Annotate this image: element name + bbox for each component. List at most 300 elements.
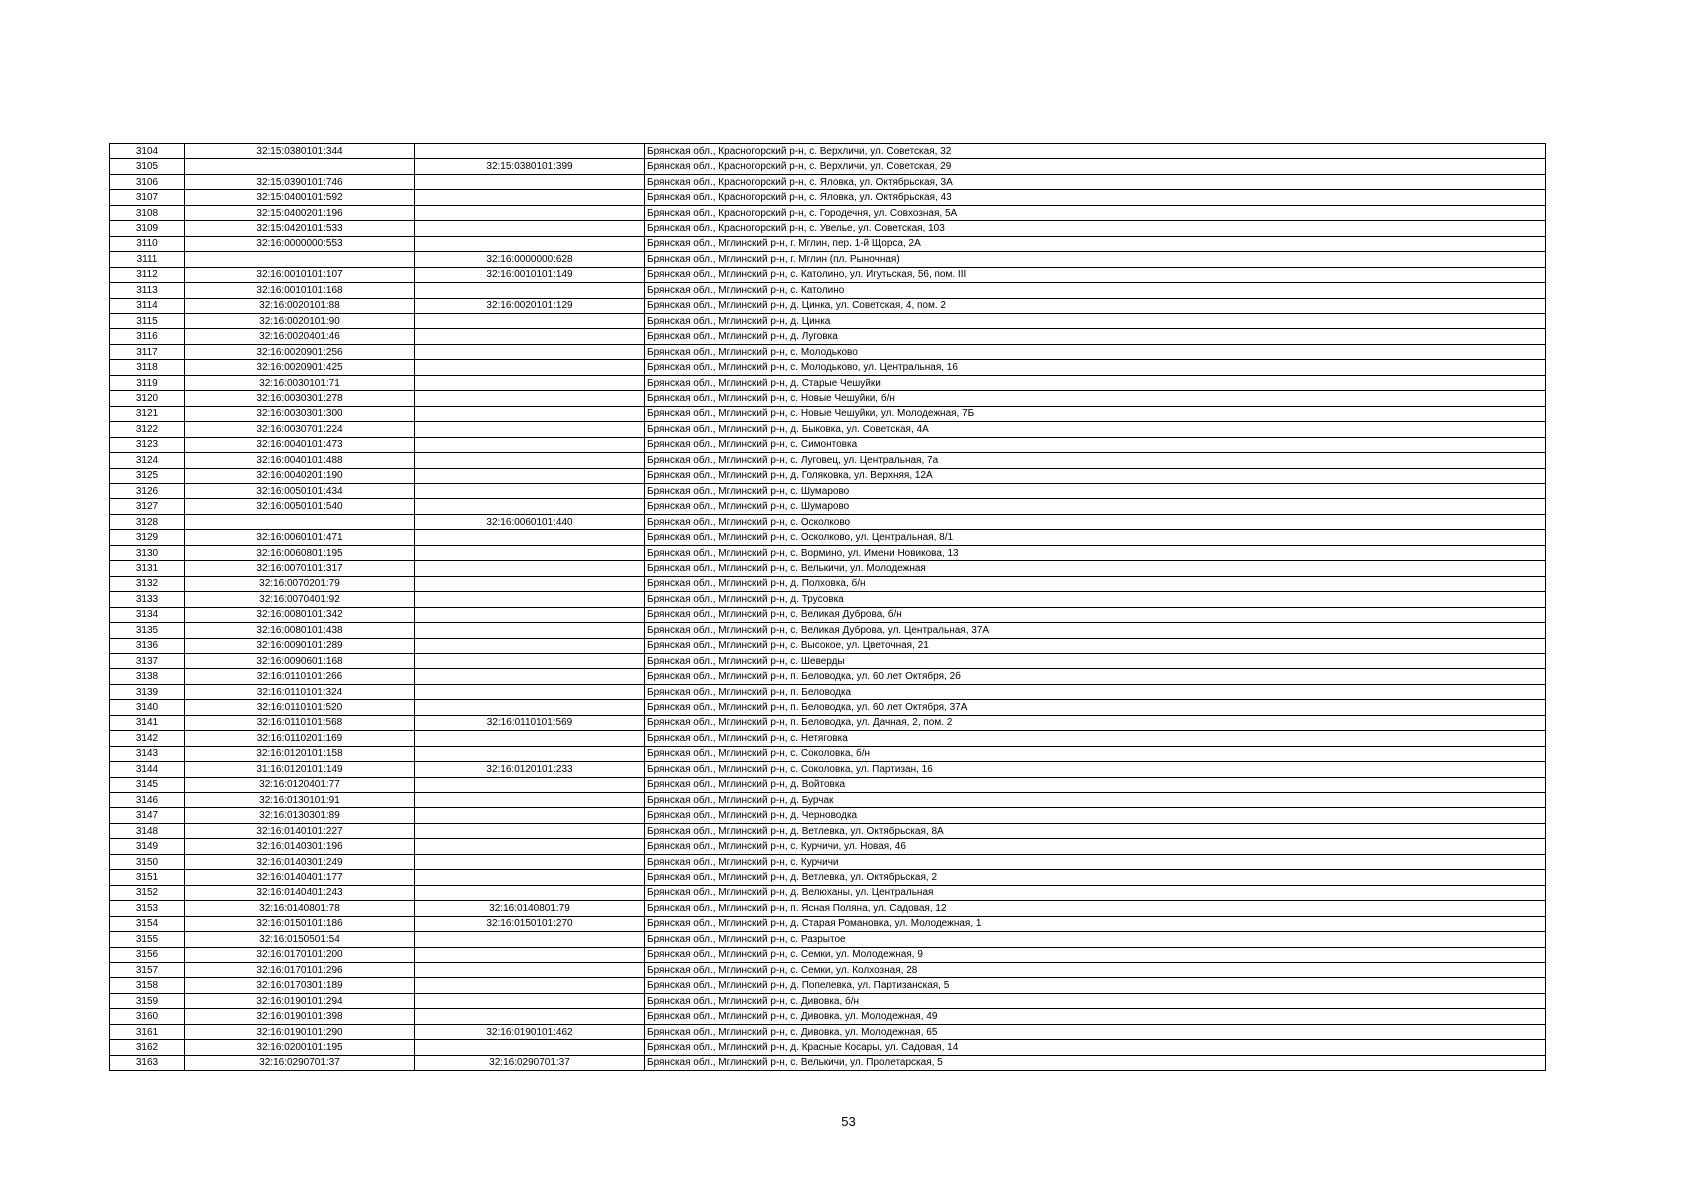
related-cadastral-number-cell — [415, 793, 645, 808]
table-row — [110, 1040, 1546, 1055]
related-cadastral-number-cell — [415, 174, 645, 189]
related-cadastral-number-cell: 32:16:0120101:233 — [415, 762, 645, 777]
cadastral-number-cell: 32:16:0110101:520 — [185, 700, 415, 715]
table-row — [110, 144, 1546, 159]
row-number-cell: 3159 — [110, 993, 185, 1008]
table-row — [110, 823, 1546, 838]
row-number-cell: 3146 — [110, 793, 185, 808]
address-cell: Брянская обл., Мглинский р-н, д. Цинка — [645, 313, 1546, 328]
table-row — [110, 406, 1546, 421]
related-cadastral-number-cell — [415, 406, 645, 421]
table-row — [110, 746, 1546, 761]
related-cadastral-number-cell — [415, 978, 645, 993]
row-number-cell: 3104 — [110, 144, 185, 159]
cadastral-number-cell: 32:16:0010101:107 — [185, 267, 415, 282]
cadastral-number-cell: 32:16:0090101:289 — [185, 638, 415, 653]
table-row — [110, 808, 1546, 823]
table-row — [110, 468, 1546, 483]
address-cell: Брянская обл., Мглинский р-н, с. Осколково — [645, 514, 1546, 529]
address-cell: Брянская обл., Мглинский р-н, д. Старая Романовка, ул. Молодежная, 1 — [645, 916, 1546, 931]
address-cell: Брянская обл., Мглинский р-н, п. Беловодка, ул. 60 лет Октября, 37А — [645, 700, 1546, 715]
table-row — [110, 932, 1546, 947]
cadastral-number-cell: 32:16:0170301:189 — [185, 978, 415, 993]
related-cadastral-number-cell — [415, 993, 645, 1008]
row-number-cell: 3119 — [110, 375, 185, 390]
cadastral-number-cell: 32:16:0140301:196 — [185, 839, 415, 854]
related-cadastral-number-cell — [415, 144, 645, 159]
related-cadastral-number-cell — [415, 947, 645, 962]
related-cadastral-number-cell: 32:16:0000000:628 — [415, 252, 645, 267]
cadastral-number-cell: 32:16:0030301:300 — [185, 406, 415, 421]
address-cell: Брянская обл., Мглинский р-н, д. Попелевка, ул. Партизанская, 5 — [645, 978, 1546, 993]
related-cadastral-number-cell — [415, 839, 645, 854]
related-cadastral-number-cell: 32:16:0140801:79 — [415, 901, 645, 916]
table-row — [110, 684, 1546, 699]
related-cadastral-number-cell — [415, 623, 645, 638]
cadastral-number-cell: 32:16:0060801:195 — [185, 545, 415, 560]
table-row — [110, 1024, 1546, 1039]
address-cell: Брянская обл., Мглинский р-н, д. Цинка, ул. Советская, 4, пом. 2 — [645, 298, 1546, 313]
cadastral-number-cell: 32:16:0130301:89 — [185, 808, 415, 823]
cadastral-number-cell: 32:16:0030101:71 — [185, 375, 415, 390]
table-row — [110, 885, 1546, 900]
row-number-cell: 3140 — [110, 700, 185, 715]
row-number-cell: 3128 — [110, 514, 185, 529]
table-row — [110, 329, 1546, 344]
row-number-cell: 3153 — [110, 901, 185, 916]
cadastral-number-cell — [185, 159, 415, 174]
registry-table — [109, 143, 1546, 1071]
cadastral-number-cell: 32:16:0150501:54 — [185, 932, 415, 947]
row-number-cell: 3150 — [110, 854, 185, 869]
address-cell: Брянская обл., Мглинский р-н, с. Нетяговка — [645, 731, 1546, 746]
cadastral-number-cell: 32:16:0110201:169 — [185, 731, 415, 746]
cadastral-number-cell: 32:15:0390101:746 — [185, 174, 415, 189]
table-row — [110, 854, 1546, 869]
related-cadastral-number-cell — [415, 592, 645, 607]
row-number-cell: 3143 — [110, 746, 185, 761]
table-row — [110, 638, 1546, 653]
address-cell: Брянская обл., Мглинский р-н, п. Беловодка — [645, 684, 1546, 699]
cadastral-number-cell: 32:16:0150101:186 — [185, 916, 415, 931]
address-cell: Брянская обл., Красногорский р-н, с. Верхличи, ул. Советская, 32 — [645, 144, 1546, 159]
row-number-cell: 3118 — [110, 360, 185, 375]
row-number-cell: 3136 — [110, 638, 185, 653]
related-cadastral-number-cell — [415, 669, 645, 684]
row-number-cell: 3115 — [110, 313, 185, 328]
table-row — [110, 236, 1546, 251]
address-cell: Брянская обл., Мглинский р-н, с. Вормино, ул. Имени Новикова, 13 — [645, 545, 1546, 560]
table-row — [110, 1009, 1546, 1024]
row-number-cell: 3139 — [110, 684, 185, 699]
table-row — [110, 669, 1546, 684]
related-cadastral-number-cell — [415, 422, 645, 437]
cadastral-number-cell: 32:16:0040201:190 — [185, 468, 415, 483]
related-cadastral-number-cell — [415, 731, 645, 746]
cadastral-number-cell: 32:16:0290701:37 — [185, 1055, 415, 1070]
cadastral-number-cell: 32:16:0040101:473 — [185, 437, 415, 452]
related-cadastral-number-cell — [415, 777, 645, 792]
address-cell: Брянская обл., Мглинский р-н, с. Дивовка, ул. Молодежная, 49 — [645, 1009, 1546, 1024]
table-row — [110, 159, 1546, 174]
table-row — [110, 344, 1546, 359]
address-cell: Брянская обл., Мглинский р-н, д. Голяковка, ул. Верхняя, 12А — [645, 468, 1546, 483]
related-cadastral-number-cell: 32:16:0190101:462 — [415, 1024, 645, 1039]
table-row — [110, 978, 1546, 993]
cadastral-number-cell: 32:16:0140401:177 — [185, 870, 415, 885]
cadastral-number-cell: 32:16:0140401:243 — [185, 885, 415, 900]
row-number-cell: 3137 — [110, 653, 185, 668]
row-number-cell: 3155 — [110, 932, 185, 947]
table-row — [110, 205, 1546, 220]
cadastral-number-cell: 32:16:0030301:278 — [185, 391, 415, 406]
page-number: 53 — [841, 1114, 856, 1129]
address-cell: Брянская обл., Мглинский р-н, с. Курчичи, ул. Новая, 46 — [645, 839, 1546, 854]
table-row — [110, 963, 1546, 978]
address-cell: Брянская обл., Мглинский р-н, с. Шеверды — [645, 653, 1546, 668]
related-cadastral-number-cell — [415, 870, 645, 885]
cadastral-number-cell: 32:15:0380101:344 — [185, 144, 415, 159]
table-row — [110, 190, 1546, 205]
table-row — [110, 1055, 1546, 1070]
row-number-cell: 3147 — [110, 808, 185, 823]
address-cell: Брянская обл., Мглинский р-н, с. Симонтовка — [645, 437, 1546, 452]
address-cell: Брянская обл., Мглинский р-н, п. Ясная Поляна, ул. Садовая, 12 — [645, 901, 1546, 916]
related-cadastral-number-cell — [415, 576, 645, 591]
address-cell: Брянская обл., Мглинский р-н, д. Старые Чешуйки — [645, 375, 1546, 390]
address-cell: Брянская обл., Мглинский р-н, с. Новые Чешуйки, ул. Молодежная, 7Б — [645, 406, 1546, 421]
cadastral-number-cell: 32:16:0020901:425 — [185, 360, 415, 375]
table-row — [110, 437, 1546, 452]
table-row — [110, 793, 1546, 808]
address-cell: Брянская обл., Мглинский р-н, с. Курчичи — [645, 854, 1546, 869]
table-row — [110, 901, 1546, 916]
related-cadastral-number-cell — [415, 885, 645, 900]
table-row — [110, 267, 1546, 282]
address-cell: Брянская обл., Мглинский р-н, д. Полховка, б/н — [645, 576, 1546, 591]
address-cell: Брянская обл., Мглинский р-н, д. Ветлевка, ул. Октябрьская, 8А — [645, 823, 1546, 838]
table-row — [110, 514, 1546, 529]
cadastral-number-cell: 32:16:0110101:266 — [185, 669, 415, 684]
cadastral-number-cell: 32:16:0010101:168 — [185, 283, 415, 298]
row-number-cell: 3127 — [110, 499, 185, 514]
table-row — [110, 762, 1546, 777]
address-cell: Брянская обл., Мглинский р-н, с. Разрытое — [645, 932, 1546, 947]
table-row — [110, 252, 1546, 267]
table-row — [110, 561, 1546, 576]
table-row — [110, 623, 1546, 638]
row-number-cell: 3117 — [110, 344, 185, 359]
related-cadastral-number-cell: 32:16:0010101:149 — [415, 267, 645, 282]
row-number-cell: 3145 — [110, 777, 185, 792]
table-row — [110, 530, 1546, 545]
row-number-cell: 3107 — [110, 190, 185, 205]
row-number-cell: 3148 — [110, 823, 185, 838]
row-number-cell: 3109 — [110, 221, 185, 236]
address-cell: Брянская обл., Мглинский р-н, д. Быковка, ул. Советская, 4А — [645, 422, 1546, 437]
row-number-cell: 3133 — [110, 592, 185, 607]
related-cadastral-number-cell — [415, 190, 645, 205]
cadastral-number-cell: 32:16:0050101:540 — [185, 499, 415, 514]
related-cadastral-number-cell — [415, 360, 645, 375]
address-cell: Брянская обл., Мглинский р-н, г. Мглин (пл. Рыночная) — [645, 252, 1546, 267]
row-number-cell: 3157 — [110, 963, 185, 978]
related-cadastral-number-cell — [415, 746, 645, 761]
address-cell: Брянская обл., Мглинский р-н, с. Высокое, ул. Цветочная, 21 — [645, 638, 1546, 653]
row-number-cell: 3121 — [110, 406, 185, 421]
table-row — [110, 653, 1546, 668]
address-cell: Брянская обл., Мглинский р-н, д. Красные Косары, ул. Садовая, 14 — [645, 1040, 1546, 1055]
cadastral-number-cell: 32:16:0090601:168 — [185, 653, 415, 668]
table-row — [110, 391, 1546, 406]
cadastral-number-cell: 32:16:0020901:256 — [185, 344, 415, 359]
related-cadastral-number-cell — [415, 1009, 645, 1024]
table-row — [110, 499, 1546, 514]
table-row — [110, 700, 1546, 715]
row-number-cell: 3124 — [110, 453, 185, 468]
address-cell: Брянская обл., Красногорский р-н, с. Яловка, ул. Октябрьская, 43 — [645, 190, 1546, 205]
table-row — [110, 221, 1546, 236]
address-cell: Брянская обл., Мглинский р-н, г. Мглин, пер. 1-й Щорса, 2А — [645, 236, 1546, 251]
address-cell: Брянская обл., Мглинский р-н, с. Луговец, ул. Центральная, 7а — [645, 453, 1546, 468]
cadastral-number-cell: 32:16:0030701:224 — [185, 422, 415, 437]
table-row — [110, 422, 1546, 437]
table-row — [110, 483, 1546, 498]
related-cadastral-number-cell — [415, 483, 645, 498]
row-number-cell: 3105 — [110, 159, 185, 174]
related-cadastral-number-cell — [415, 313, 645, 328]
cadastral-number-cell: 32:16:0130101:91 — [185, 793, 415, 808]
related-cadastral-number-cell — [415, 236, 645, 251]
related-cadastral-number-cell — [415, 932, 645, 947]
address-cell: Брянская обл., Мглинский р-н, д. Ветлевка, ул. Октябрьская, 2 — [645, 870, 1546, 885]
related-cadastral-number-cell: 32:16:0060101:440 — [415, 514, 645, 529]
table-row — [110, 777, 1546, 792]
address-cell: Брянская обл., Мглинский р-н, с. Молодьково — [645, 344, 1546, 359]
registry-table-body — [110, 144, 1546, 1071]
cadastral-number-cell: 32:16:0020401:46 — [185, 329, 415, 344]
table-row — [110, 870, 1546, 885]
row-number-cell: 3134 — [110, 607, 185, 622]
table-row — [110, 839, 1546, 854]
row-number-cell: 3122 — [110, 422, 185, 437]
address-cell: Брянская обл., Мглинский р-н, с. Католино, ул. Игутьская, 56, пом. III — [645, 267, 1546, 282]
row-number-cell: 3116 — [110, 329, 185, 344]
cadastral-number-cell: 32:16:0110101:568 — [185, 715, 415, 730]
related-cadastral-number-cell — [415, 545, 645, 560]
address-cell: Брянская обл., Мглинский р-н, д. Бурчак — [645, 793, 1546, 808]
cadastral-number-cell: 32:16:0070101:317 — [185, 561, 415, 576]
cadastral-number-cell: 32:16:0020101:90 — [185, 313, 415, 328]
related-cadastral-number-cell — [415, 468, 645, 483]
related-cadastral-number-cell: 32:16:0150101:270 — [415, 916, 645, 931]
address-cell: Брянская обл., Мглинский р-н, с. Шумарово — [645, 499, 1546, 514]
cadastral-number-cell: 32:16:0190101:294 — [185, 993, 415, 1008]
row-number-cell: 3161 — [110, 1024, 185, 1039]
address-cell: Брянская обл., Мглинский р-н, с. Новые Чешуйки, б/н — [645, 391, 1546, 406]
address-cell: Брянская обл., Мглинский р-н, с. Осколково, ул. Центральная, 8/1 — [645, 530, 1546, 545]
table-row — [110, 715, 1546, 730]
related-cadastral-number-cell: 32:15:0380101:399 — [415, 159, 645, 174]
address-cell: Брянская обл., Мглинский р-н, с. Соколовка, б/н — [645, 746, 1546, 761]
address-cell: Брянская обл., Мглинский р-н, д. Трусовка — [645, 592, 1546, 607]
cadastral-number-cell: 32:16:0070201:79 — [185, 576, 415, 591]
table-row — [110, 592, 1546, 607]
address-cell: Брянская обл., Мглинский р-н, с. Дивовка, ул. Молодежная, 65 — [645, 1024, 1546, 1039]
row-number-cell: 3154 — [110, 916, 185, 931]
cadastral-number-cell: 32:16:0200101:195 — [185, 1040, 415, 1055]
related-cadastral-number-cell — [415, 607, 645, 622]
table-row — [110, 313, 1546, 328]
cadastral-number-cell: 32:16:0140801:78 — [185, 901, 415, 916]
related-cadastral-number-cell — [415, 437, 645, 452]
address-cell: Брянская обл., Мглинский р-н, д. Черноводка — [645, 808, 1546, 823]
related-cadastral-number-cell — [415, 344, 645, 359]
related-cadastral-number-cell — [415, 638, 645, 653]
row-number-cell: 3130 — [110, 545, 185, 560]
table-row — [110, 360, 1546, 375]
address-cell: Брянская обл., Мглинский р-н, п. Беловодка, ул. Дачная, 2, пом. 2 — [645, 715, 1546, 730]
cadastral-number-cell: 32:16:0140301:249 — [185, 854, 415, 869]
row-number-cell: 3126 — [110, 483, 185, 498]
row-number-cell: 3158 — [110, 978, 185, 993]
related-cadastral-number-cell — [415, 700, 645, 715]
row-number-cell: 3138 — [110, 669, 185, 684]
related-cadastral-number-cell — [415, 205, 645, 220]
table-row — [110, 283, 1546, 298]
row-number-cell: 3151 — [110, 870, 185, 885]
row-number-cell: 3160 — [110, 1009, 185, 1024]
row-number-cell: 3144 — [110, 762, 185, 777]
row-number-cell: 3111 — [110, 252, 185, 267]
table-row — [110, 453, 1546, 468]
table-row — [110, 993, 1546, 1008]
row-number-cell: 3125 — [110, 468, 185, 483]
address-cell: Брянская обл., Мглинский р-н, п. Беловодка, ул. 60 лет Октября, 2б — [645, 669, 1546, 684]
related-cadastral-number-cell — [415, 963, 645, 978]
related-cadastral-number-cell — [415, 453, 645, 468]
cadastral-number-cell: 31:16:0120101:149 — [185, 762, 415, 777]
address-cell: Брянская обл., Мглинский р-н, с. Велькичи, ул. Молодежная — [645, 561, 1546, 576]
address-cell: Брянская обл., Мглинский р-н, с. Семки, ул. Колхозная, 28 — [645, 963, 1546, 978]
address-cell: Брянская обл., Красногорский р-н, с. Увелье, ул. Советская, 103 — [645, 221, 1546, 236]
address-cell: Брянская обл., Мглинский р-н, д. Луговка — [645, 329, 1546, 344]
cadastral-number-cell: 32:16:0080101:438 — [185, 623, 415, 638]
related-cadastral-number-cell — [415, 684, 645, 699]
table-row — [110, 298, 1546, 313]
address-cell: Брянская обл., Мглинский р-н, с. Шумарово — [645, 483, 1546, 498]
address-cell: Брянская обл., Мглинский р-н, д. Войтовка — [645, 777, 1546, 792]
row-number-cell: 3162 — [110, 1040, 185, 1055]
cadastral-number-cell: 32:16:0050101:434 — [185, 483, 415, 498]
cadastral-number-cell: 32:16:0140101:227 — [185, 823, 415, 838]
address-cell: Брянская обл., Мглинский р-н, с. Дивовка, б/н — [645, 993, 1546, 1008]
address-cell: Брянская обл., Мглинский р-н, с. Семки, ул. Молодежная, 9 — [645, 947, 1546, 962]
related-cadastral-number-cell — [415, 329, 645, 344]
cadastral-number-cell: 32:16:0000000:553 — [185, 236, 415, 251]
address-cell: Брянская обл., Мглинский р-н, с. Католино — [645, 283, 1546, 298]
related-cadastral-number-cell: 32:16:0110101:569 — [415, 715, 645, 730]
row-number-cell: 3108 — [110, 205, 185, 220]
cadastral-number-cell: 32:16:0120101:158 — [185, 746, 415, 761]
related-cadastral-number-cell — [415, 375, 645, 390]
row-number-cell: 3106 — [110, 174, 185, 189]
related-cadastral-number-cell — [415, 530, 645, 545]
cadastral-number-cell: 32:16:0020101:88 — [185, 298, 415, 313]
row-number-cell: 3129 — [110, 530, 185, 545]
row-number-cell: 3132 — [110, 576, 185, 591]
cadastral-number-cell: 32:16:0080101:342 — [185, 607, 415, 622]
cadastral-number-cell: 32:16:0120401:77 — [185, 777, 415, 792]
row-number-cell: 3163 — [110, 1055, 185, 1070]
table-row — [110, 947, 1546, 962]
row-number-cell: 3142 — [110, 731, 185, 746]
related-cadastral-number-cell: 32:16:0290701:37 — [415, 1055, 645, 1070]
address-cell: Брянская обл., Мглинский р-н, д. Велюханы, ул. Центральная — [645, 885, 1546, 900]
row-number-cell: 3114 — [110, 298, 185, 313]
table-row — [110, 545, 1546, 560]
related-cadastral-number-cell — [415, 823, 645, 838]
cadastral-number-cell: 32:16:0070401:92 — [185, 592, 415, 607]
address-cell: Брянская обл., Мглинский р-н, с. Молодьково, ул. Центральная, 16 — [645, 360, 1546, 375]
cadastral-number-cell: 32:16:0170101:200 — [185, 947, 415, 962]
related-cadastral-number-cell — [415, 854, 645, 869]
row-number-cell: 3131 — [110, 561, 185, 576]
related-cadastral-number-cell — [415, 391, 645, 406]
cadastral-number-cell: 32:16:0110101:324 — [185, 684, 415, 699]
address-cell: Брянская обл., Мглинский р-н, с. Соколовка, ул. Партизан, 16 — [645, 762, 1546, 777]
related-cadastral-number-cell — [415, 283, 645, 298]
table-row — [110, 375, 1546, 390]
cadastral-number-cell: 32:16:0040101:488 — [185, 453, 415, 468]
address-cell: Брянская обл., Мглинский р-н, с. Великая Дуброва, ул. Центральная, 37А — [645, 623, 1546, 638]
related-cadastral-number-cell — [415, 808, 645, 823]
cadastral-number-cell — [185, 252, 415, 267]
related-cadastral-number-cell — [415, 499, 645, 514]
row-number-cell: 3135 — [110, 623, 185, 638]
related-cadastral-number-cell — [415, 561, 645, 576]
table-row — [110, 576, 1546, 591]
row-number-cell: 3149 — [110, 839, 185, 854]
table-row — [110, 174, 1546, 189]
cadastral-number-cell: 32:16:0170101:296 — [185, 963, 415, 978]
cadastral-number-cell: 32:16:0190101:398 — [185, 1009, 415, 1024]
row-number-cell: 3110 — [110, 236, 185, 251]
address-cell: Брянская обл., Мглинский р-н, с. Великая Дуброва, б/н — [645, 607, 1546, 622]
row-number-cell: 3112 — [110, 267, 185, 282]
table-row — [110, 916, 1546, 931]
address-cell: Брянская обл., Красногорский р-н, с. Городечня, ул. Совхозная, 5А — [645, 205, 1546, 220]
address-cell: Брянская обл., Красногорский р-н, с. Яловка, ул. Октябрьская, 3А — [645, 174, 1546, 189]
related-cadastral-number-cell — [415, 1040, 645, 1055]
related-cadastral-number-cell — [415, 653, 645, 668]
cadastral-number-cell: 32:15:0420101:533 — [185, 221, 415, 236]
cadastral-number-cell: 32:15:0400101:592 — [185, 190, 415, 205]
table-row — [110, 731, 1546, 746]
row-number-cell: 3141 — [110, 715, 185, 730]
row-number-cell: 3123 — [110, 437, 185, 452]
related-cadastral-number-cell: 32:16:0020101:129 — [415, 298, 645, 313]
row-number-cell: 3156 — [110, 947, 185, 962]
cadastral-number-cell: 32:16:0190101:290 — [185, 1024, 415, 1039]
related-cadastral-number-cell — [415, 221, 645, 236]
address-cell: Брянская обл., Мглинский р-н, с. Велькичи, ул. Пролетарская, 5 — [645, 1055, 1546, 1070]
address-cell: Брянская обл., Красногорский р-н, с. Верхличи, ул. Советская, 29 — [645, 159, 1546, 174]
row-number-cell: 3120 — [110, 391, 185, 406]
cadastral-number-cell: 32:15:0400201:196 — [185, 205, 415, 220]
table-row — [110, 607, 1546, 622]
row-number-cell: 3152 — [110, 885, 185, 900]
